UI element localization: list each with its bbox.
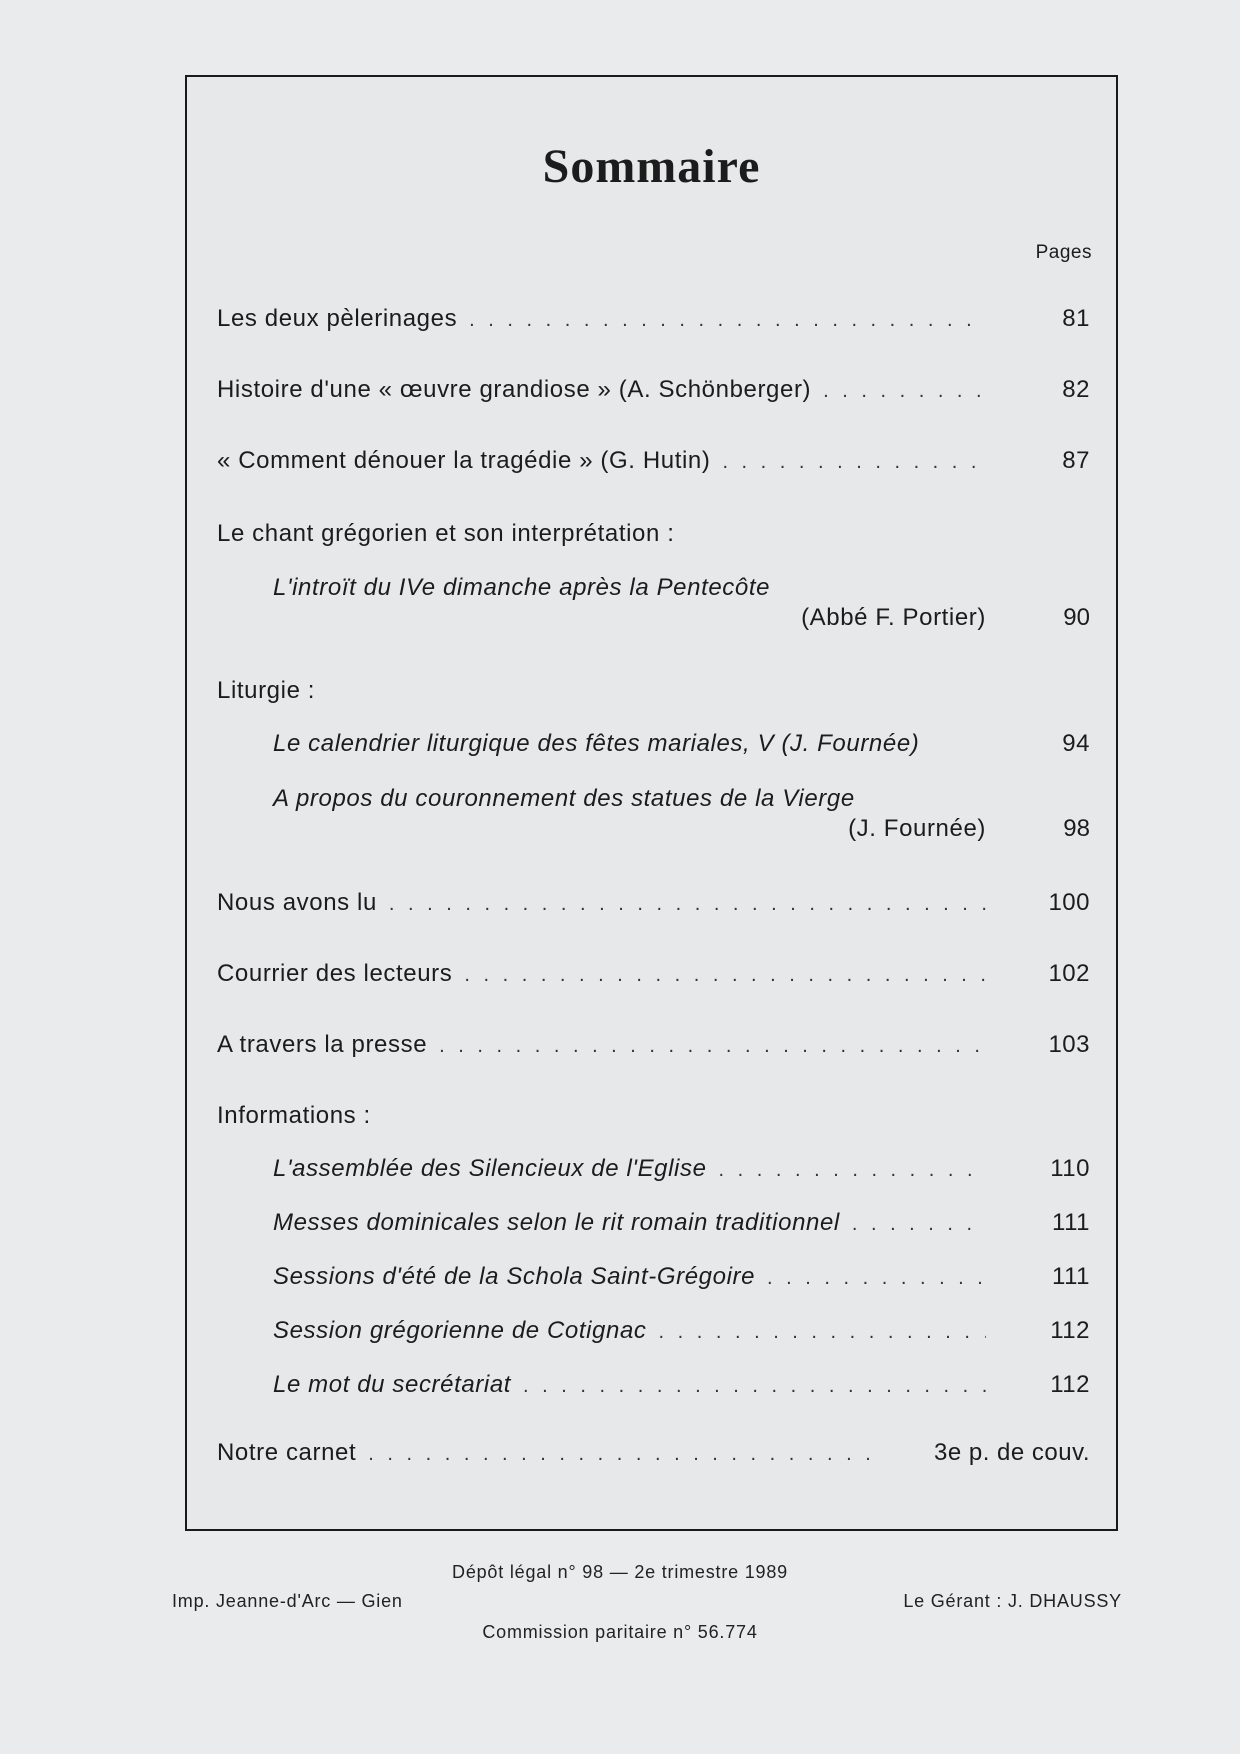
- toc-subentry: [187, 1371, 1116, 1411]
- toc-entry-label: Nous avons lu: [217, 889, 377, 916]
- leader-dots: [852, 1213, 986, 1236]
- toc-entry-page: 103: [1048, 1031, 1090, 1058]
- toc-entry-page: 90: [1063, 604, 1090, 631]
- toc-entry-page: 111: [1052, 1209, 1090, 1236]
- toc-entry-label: « Comment dénouer la tragédie » (G. Hutin): [217, 447, 711, 474]
- leader-dots: [464, 964, 986, 987]
- toc-entry: [187, 889, 1116, 929]
- toc-entry-page: 111: [1052, 1263, 1090, 1290]
- commission-paritaire: Commission paritaire n° 56.774: [482, 1622, 758, 1642]
- toc-subentry: [187, 1317, 1116, 1357]
- leader-dots: [469, 309, 986, 332]
- toc-entry-page: 81: [1062, 305, 1090, 332]
- summary-frame: [185, 75, 1118, 1531]
- toc-entry-label: Les deux pèlerinages: [217, 305, 458, 332]
- toc-entry-page: 87: [1062, 447, 1090, 474]
- toc-entry-page: 100: [1048, 889, 1090, 916]
- leader-dots: [823, 380, 986, 403]
- toc-entry-label: Le mot du secrétariat: [273, 1371, 512, 1398]
- toc-entry-page: 82: [1062, 376, 1090, 403]
- toc-entry-label: L'assemblée des Silencieux de l'Eglise: [273, 1155, 707, 1182]
- toc-entry-page: 98: [1063, 815, 1090, 842]
- toc-entry-page: 112: [1050, 1317, 1090, 1344]
- toc-entry-label: Session grégorienne de Cotignac: [273, 1317, 647, 1344]
- table-of-contents: [187, 77, 1116, 1529]
- toc-subentry-author: (J. Fournée): [848, 815, 986, 842]
- gerant: Le Gérant : J. DHAUSSY: [903, 1591, 1122, 1611]
- toc-entry-page: 102: [1048, 960, 1090, 987]
- toc-entry: [187, 960, 1116, 1000]
- toc-subentry: [187, 1209, 1116, 1249]
- toc-entry-label: A travers la presse: [217, 1031, 428, 1058]
- leader-dots: [659, 1321, 986, 1344]
- toc-entry-page: 112: [1050, 1371, 1090, 1398]
- toc-entry-page: 110: [1050, 1155, 1090, 1182]
- pages-column-header: Pages: [1035, 242, 1092, 263]
- toc-entry-label: Le calendrier liturgique des fêtes mariales, V (J. Fournée): [273, 730, 920, 757]
- toc-subentry: [187, 1155, 1116, 1195]
- section-heading-liturgie: Liturgie :: [217, 677, 316, 704]
- leader-dots: [389, 893, 986, 916]
- toc-subentry-couronnement: [273, 785, 986, 843]
- toc-subentry: [187, 730, 1116, 770]
- toc-entry-label: Histoire d'une « œuvre grandiose » (A. Schönberger): [217, 376, 812, 403]
- depot-legal: Dépôt légal n° 98 — 2e trimestre 1989: [452, 1562, 788, 1582]
- toc-entry: [187, 447, 1116, 487]
- leader-dots: [439, 1035, 986, 1058]
- toc-subentry: [187, 1263, 1116, 1303]
- toc-entry: [187, 376, 1116, 416]
- leader-dots: [767, 1267, 986, 1290]
- toc-entry-label: Courrier des lecteurs: [217, 960, 453, 987]
- leader-dots: [719, 1159, 986, 1182]
- toc-entry-label: Sessions d'été de la Schola Saint-Grégoire: [273, 1263, 756, 1290]
- section-heading-chant: Le chant grégorien et son interprétation :: [217, 520, 675, 547]
- toc-entry-label: Notre carnet: [217, 1439, 357, 1466]
- toc-entry-label: Messes dominicales selon le rit romain traditionnel: [273, 1209, 840, 1236]
- toc-entry: [187, 1031, 1116, 1071]
- leader-dots: [523, 1375, 986, 1398]
- toc-entry-page: 3e p. de couv.: [934, 1439, 1090, 1466]
- toc-subentry-introit: [273, 574, 986, 632]
- leader-dots: [722, 451, 986, 474]
- toc-entry: [187, 1439, 1116, 1479]
- section-heading-informations: Informations :: [217, 1102, 371, 1129]
- toc-subentry-title: A propos du couronnement des statues de la Vierge: [273, 785, 855, 812]
- toc-subentry-author: (Abbé F. Portier): [801, 604, 986, 631]
- leader-dots: [368, 1443, 886, 1466]
- imprimeur: Imp. Jeanne-d'Arc — Gien: [172, 1591, 403, 1611]
- toc-entry: [187, 305, 1116, 345]
- toc-subentry-title: L'introït du IVe dimanche après la Pentecôte: [273, 574, 771, 601]
- page-title: Sommaire: [542, 140, 761, 193]
- toc-entry-page: 94: [1062, 730, 1090, 757]
